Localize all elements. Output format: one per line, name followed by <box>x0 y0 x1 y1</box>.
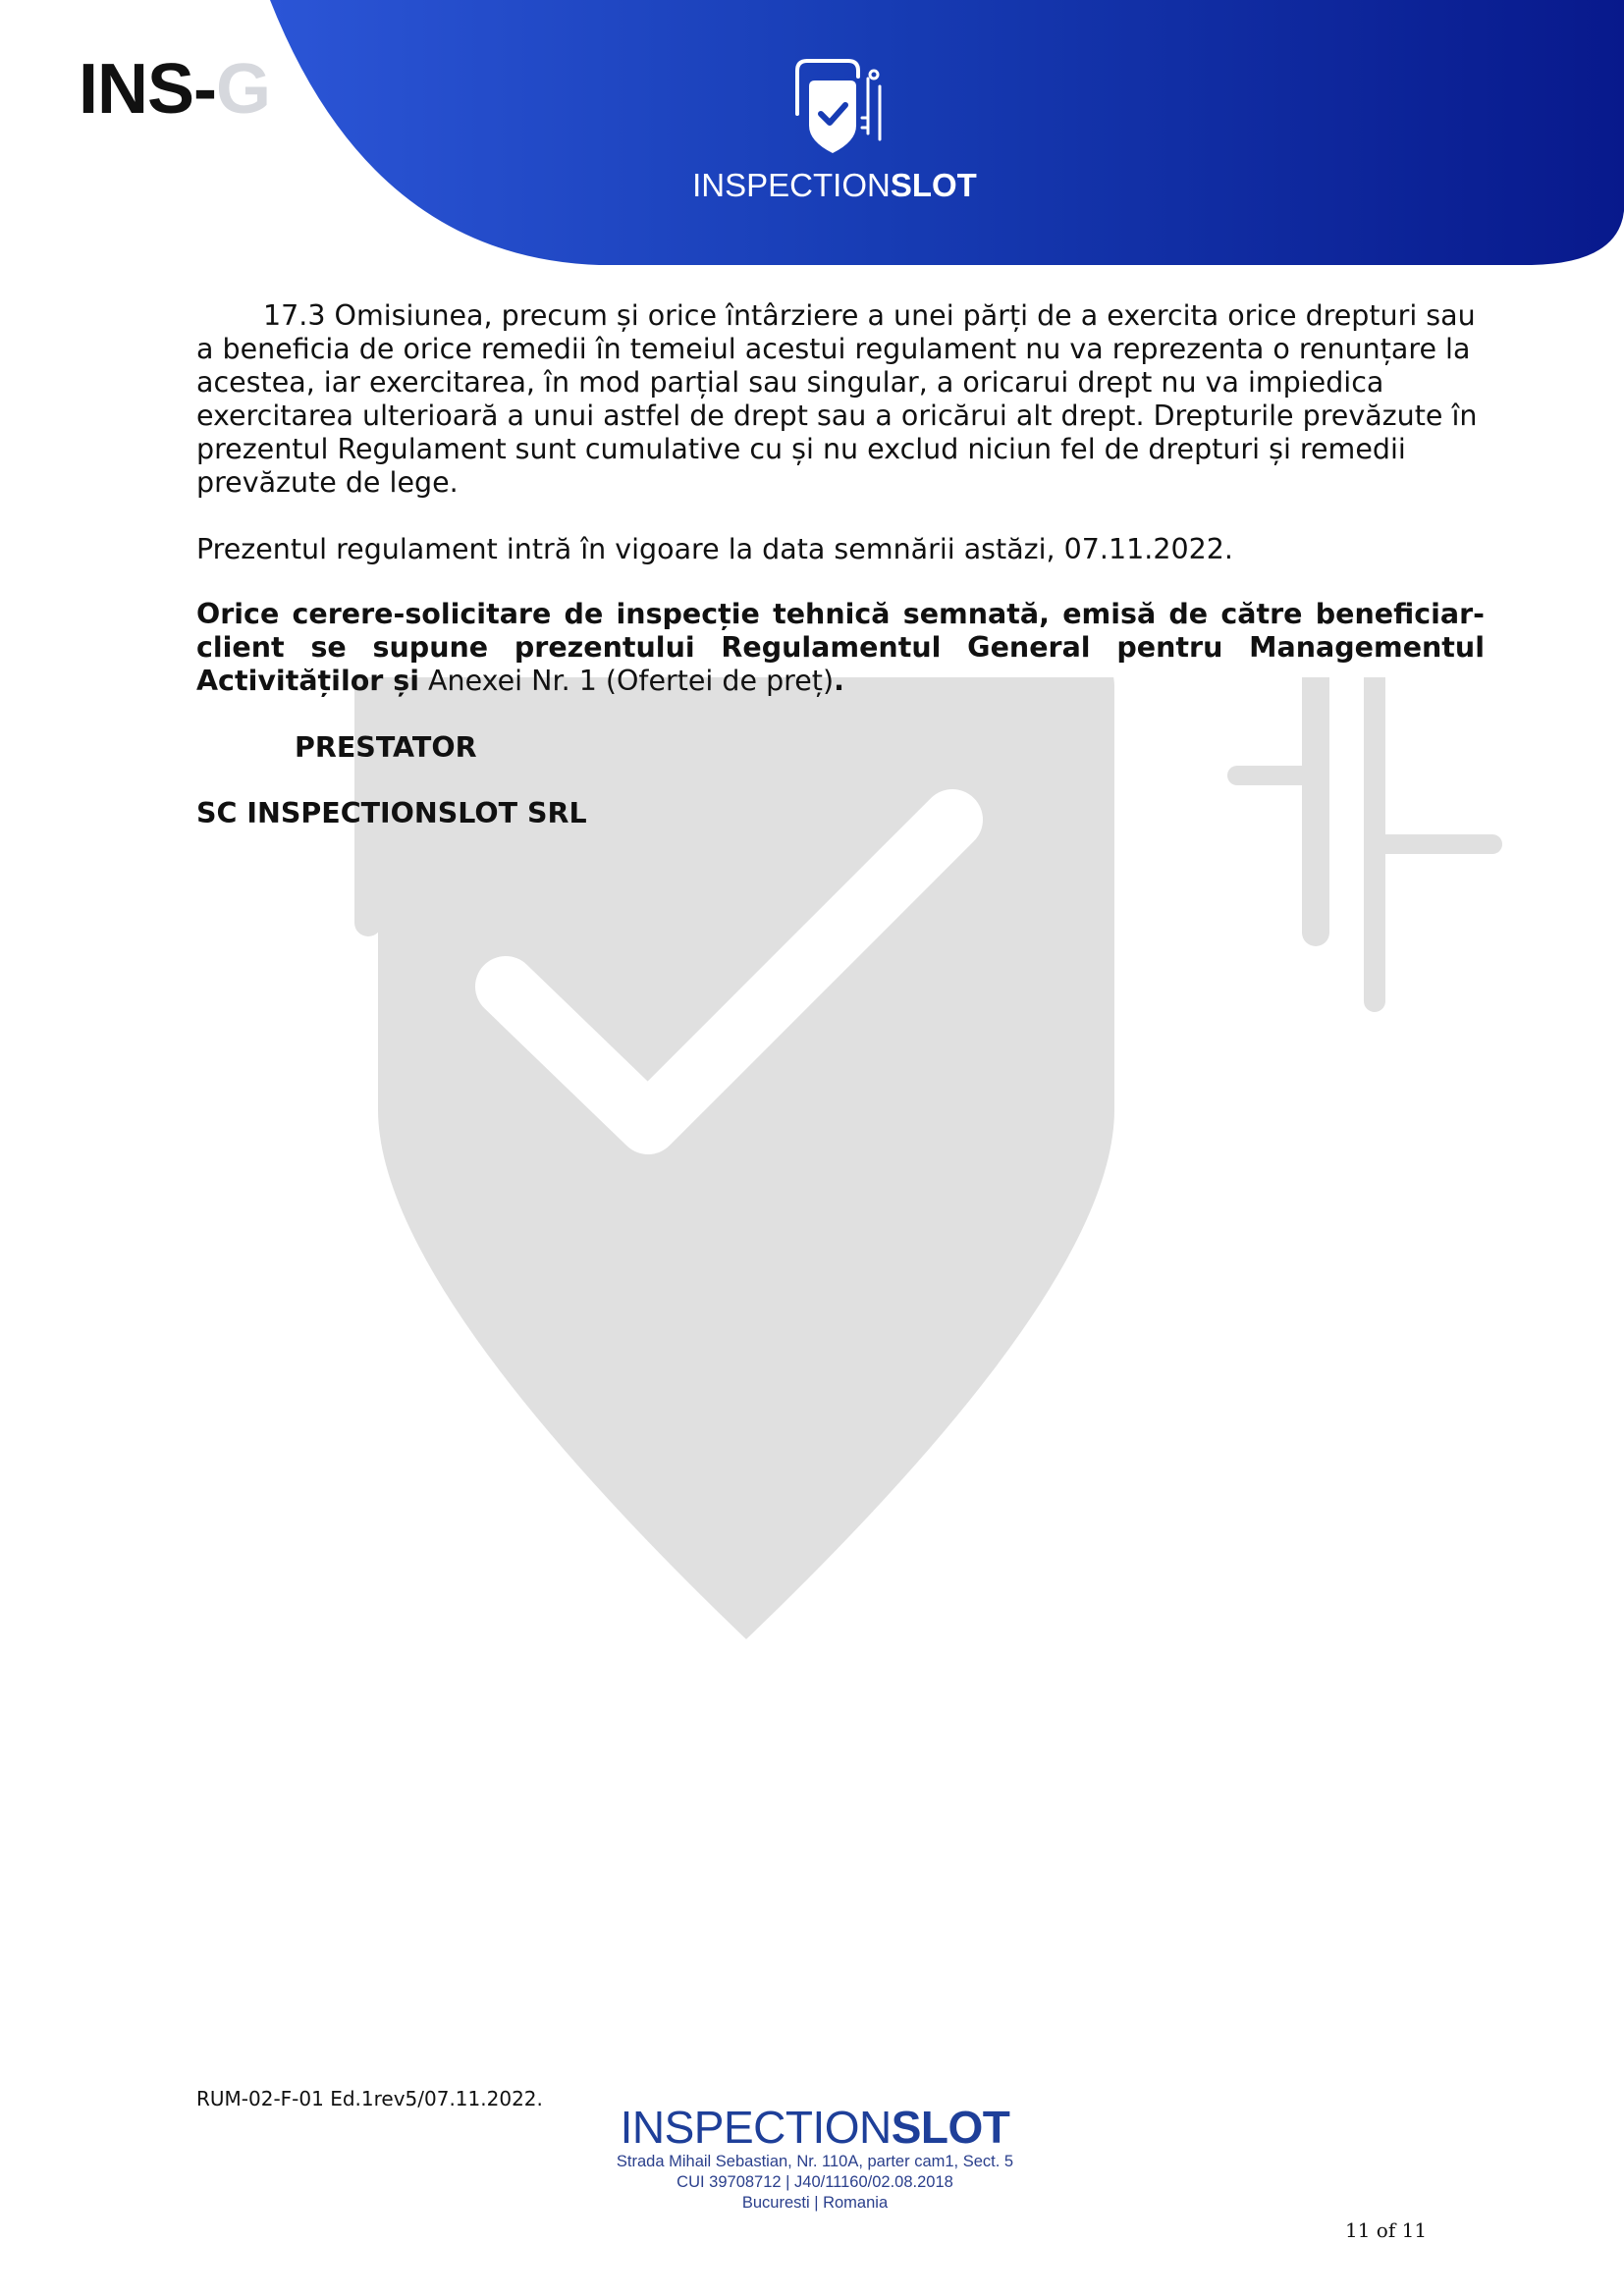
signatory-role: PRESTATOR <box>295 731 477 764</box>
footer-address-line: Strada Mihail Sebastian, Nr. 110A, parter cam1, Sect. 5 <box>616 2153 1014 2170</box>
binding-notice: Orice cerere-solicitare de inspecție tehnică semnată, emisă de către beneficiar-client se supune prezentului Regulamentul General pentru Managementul Activităților și Anexei Nr. 1 (Ofertei de preț). <box>196 598 1485 697</box>
ins-g-logo: INS-G <box>79 50 271 129</box>
document-code: RUM-02-F-01 Ed.1rev5/07.11.2022. <box>196 2087 543 2110</box>
page-number: 11 of 11 <box>1345 2218 1428 2242</box>
company-name: SC INSPECTIONSLOT SRL <box>196 797 587 829</box>
footer-brand-name: INSPECTIONSLOT <box>620 2102 1010 2153</box>
footer-city-line: Bucuresti | Romania <box>741 2194 889 2212</box>
clause-17-3: 17.3 Omisiunea, precum și orice întârziere a unei părți de a exercita orice drepturi sau a beneficia de orice remedii în temeiul acestui regulament nu va reprezenta o renunțare la acestea, iar exercitarea, în mod parțial sau singular, a oricarui drept nu va impiedica exercitarea ulterioară a unui astfel de drept sau a oricărui alt drept. Drepturile prevăzute în prezentul Regulament sunt cumulative cu și nu exclud niciun fel de drepturi și remedii prevăzute de lege. <box>196 299 1478 499</box>
header-brand-name: INSPECTIONSLOT <box>692 167 977 203</box>
shield-check-watermark-icon <box>334 677 1512 1698</box>
effective-date-statement: Prezentul regulament intră în vigoare la data semnării astăzi, 07.11.2022. <box>196 533 1233 565</box>
footer-registration-line: CUI 39708712 | J40/11160/02.08.2018 <box>677 2173 953 2191</box>
shield-check-icon <box>793 57 892 159</box>
